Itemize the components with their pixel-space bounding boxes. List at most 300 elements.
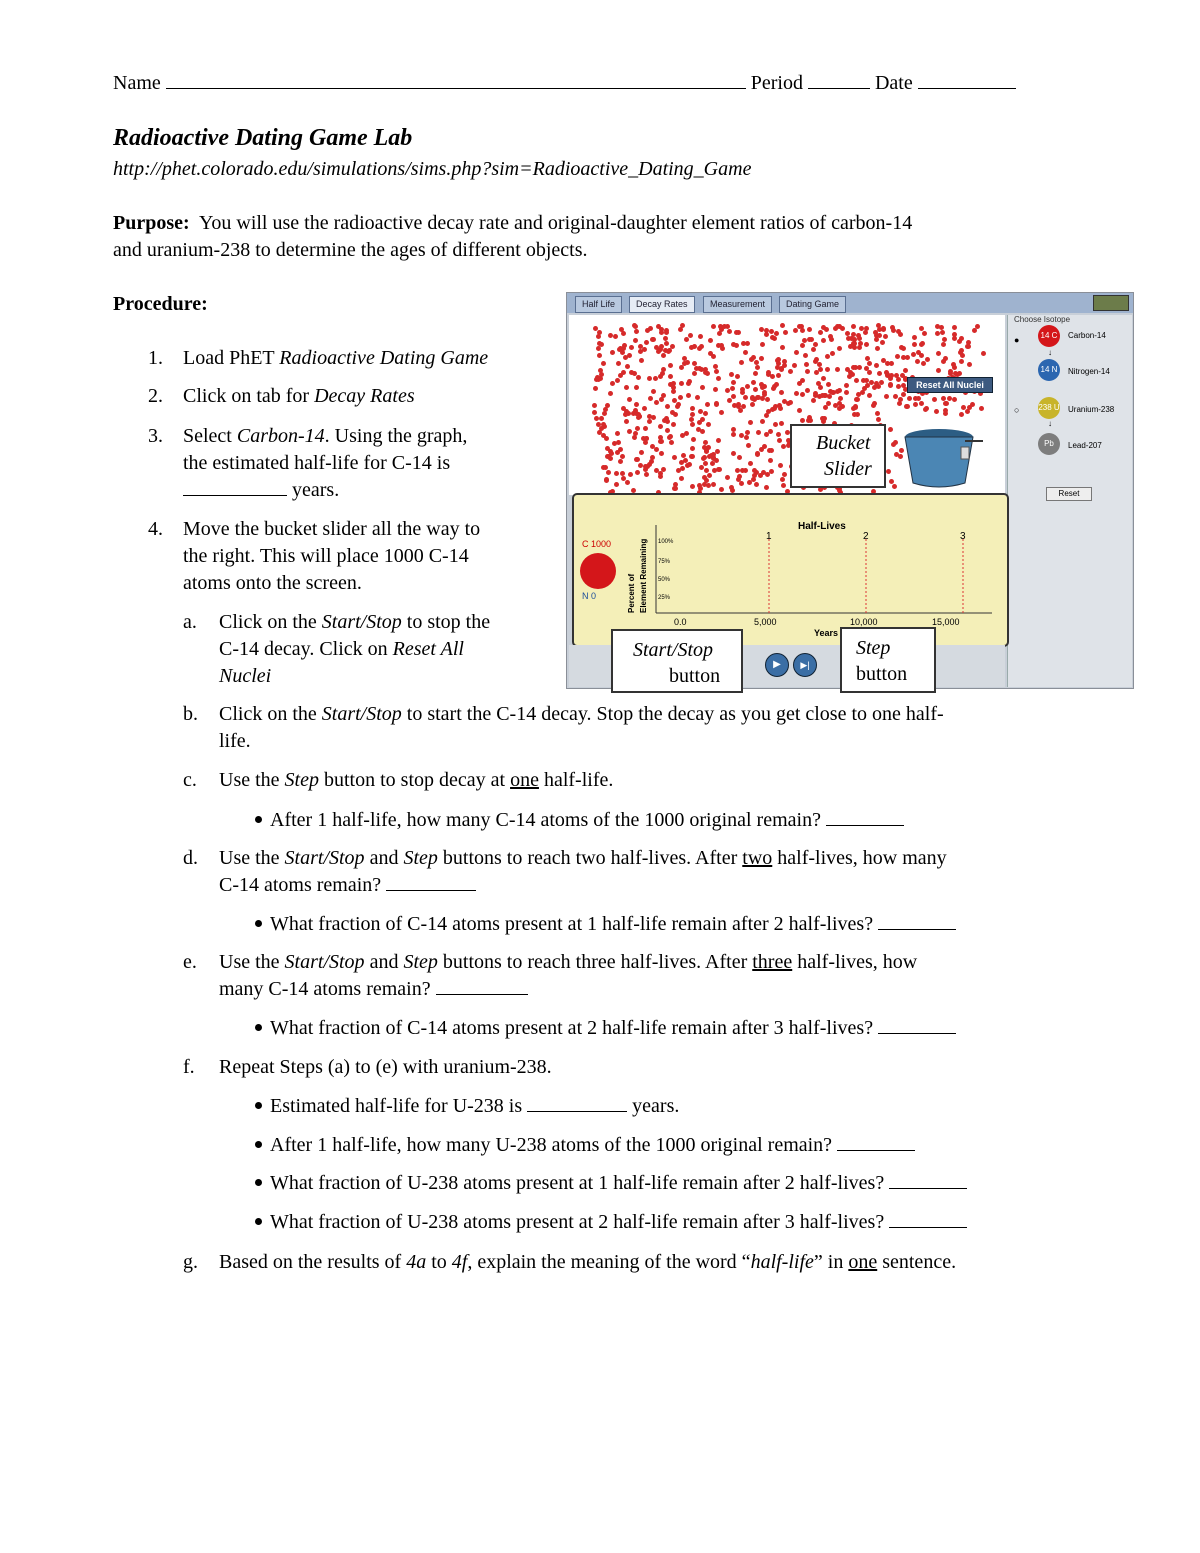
sub-e-label: e. (183, 951, 197, 973)
tab-dating-game[interactable]: Dating Game (779, 296, 846, 313)
atom-dot (874, 363, 879, 368)
atom-dot (664, 341, 669, 346)
sub-f-bullet-2: After 1 half-life, how many U-238 atoms of the 1000 original remain? (255, 1132, 915, 1159)
atom-dot (729, 372, 734, 377)
atom-dot (751, 380, 756, 385)
atom-dot (648, 396, 653, 401)
atom-dot (857, 336, 862, 341)
period-label: Period (750, 72, 803, 94)
play-icon[interactable]: ▶ (765, 653, 789, 677)
atom-dot (698, 334, 703, 339)
atom-dot (754, 482, 759, 487)
sub-a-line2: C-14 decay. Click on Reset All (219, 638, 464, 660)
d-fraction-blank[interactable] (878, 911, 956, 930)
atom-dot (867, 393, 872, 398)
atom-dot (714, 458, 719, 463)
atom-dot (893, 440, 898, 445)
atom-dot (672, 455, 677, 460)
atom-dot (762, 444, 767, 449)
atom-dot (934, 409, 939, 414)
atom-dot (858, 341, 863, 346)
sub-d-bullet: What fraction of C-14 atoms present at 1 half-life remain after 2 half-lives? (255, 911, 956, 938)
atom-dot (618, 373, 623, 378)
atom-dot (768, 458, 773, 463)
name-label: Name (113, 72, 161, 94)
purpose-text-1: You will use the radioactive decay rate and original-daughter element ratios of carbon-14 (198, 212, 913, 234)
atom-dot (743, 350, 748, 355)
nitrogen-14-badge: 14 N (1038, 359, 1060, 381)
atom-dot (975, 324, 980, 329)
atom-dot (599, 342, 604, 347)
date-blank[interactable] (918, 70, 1016, 89)
atom-dot (837, 388, 842, 393)
atom-dot (634, 385, 639, 390)
sub-c-bullet: After 1 half-life, how many C-14 atoms of the 1000 original remain? (255, 807, 904, 834)
atom-dot (979, 406, 984, 411)
atom-dot (770, 407, 775, 412)
step-4-num: 4. (148, 518, 163, 540)
atom-dot (771, 386, 776, 391)
atom-dot (844, 383, 849, 388)
step-4-line1: Move the bucket slider all the way to (183, 518, 481, 540)
atom-dot (679, 476, 684, 481)
atom-dot (919, 401, 924, 406)
atom-dot (874, 381, 879, 386)
tab-half-life[interactable]: Half Life (575, 296, 622, 313)
step-3: Select Carbon-14. Using the graph, (183, 425, 468, 447)
atom-dot (752, 473, 757, 478)
carbon-14-label: Carbon-14 (1068, 331, 1106, 340)
atom-dot (913, 396, 918, 401)
f-answer-blank-2[interactable] (837, 1132, 915, 1151)
atom-dot (943, 356, 948, 361)
atom-dot (659, 397, 664, 402)
atom-dot (776, 373, 781, 378)
atom-dot (769, 329, 774, 334)
atom-dot (703, 461, 708, 466)
atom-dot (634, 402, 639, 407)
atom-dot (668, 434, 673, 439)
atom-dot (679, 381, 684, 386)
atom-dot (959, 348, 964, 353)
atom-dot (610, 350, 615, 355)
arrow-down-icon: ↓ (1048, 419, 1052, 428)
atom-dot (872, 401, 877, 406)
atom-dot (913, 402, 918, 407)
atom-dot (623, 355, 628, 360)
atom-dot (613, 334, 618, 339)
atom-dot (921, 361, 926, 366)
atom-dot (952, 397, 957, 402)
atom-dot (905, 355, 910, 360)
atom-dot (862, 386, 867, 391)
atom-dot (638, 463, 643, 468)
atom-dot (661, 353, 666, 358)
atom-dot (753, 387, 758, 392)
f-answer-blank-4[interactable] (889, 1209, 967, 1228)
uranium-238-label: Uranium-238 (1068, 405, 1115, 414)
procedure-label: Procedure: (113, 293, 208, 315)
y-tick-label: 100% (658, 539, 674, 545)
step-4-line3: atoms onto the screen. (183, 572, 362, 594)
u238-halflife-blank[interactable] (527, 1093, 627, 1112)
sub-e-bullet: What fraction of C-14 atoms present at 2 half-life remain after 3 half-lives? (255, 1015, 956, 1042)
lead-207-label: Lead-207 (1068, 441, 1102, 450)
atom-dot (781, 483, 786, 488)
atom-dot (744, 435, 749, 440)
atom-dot (800, 328, 805, 333)
atom-dot (835, 367, 840, 372)
atom-dot (636, 375, 641, 380)
atom-dot (669, 440, 674, 445)
atom-dot (822, 416, 827, 421)
atom-dot (961, 405, 966, 410)
half-life-mark: 2 (863, 531, 869, 542)
atom-dot (826, 382, 831, 387)
atom-dot (965, 409, 970, 414)
y-tick-label: 75% (658, 559, 671, 565)
atom-dot (820, 393, 825, 398)
atom-dot (688, 333, 693, 338)
atom-dot (905, 404, 910, 409)
atom-dot (940, 330, 945, 335)
atom-dot (767, 448, 772, 453)
atom-dot (764, 485, 769, 490)
atom-dot (788, 369, 793, 374)
atom-dot (620, 454, 625, 459)
atom-dot (907, 396, 912, 401)
atom-dot (653, 376, 658, 381)
tab-decay-rates[interactable]: Decay Rates (629, 296, 695, 313)
atom-dot (864, 342, 869, 347)
atom-dot (651, 389, 656, 394)
atom-dot (851, 341, 856, 346)
e-answer-blank[interactable] (436, 976, 528, 995)
atom-dot (665, 428, 670, 433)
atom-dot (599, 372, 604, 377)
bullet-icon (255, 1024, 262, 1031)
atom-dot (793, 328, 798, 333)
atom-dot (624, 385, 629, 390)
atom-dot (912, 342, 917, 347)
atom-dot (833, 326, 838, 331)
atom-dot (725, 388, 730, 393)
atom-dot (941, 342, 946, 347)
atom-dot (615, 431, 620, 436)
bucket-icon[interactable] (901, 427, 985, 489)
atom-dot (967, 362, 972, 367)
d-answer-blank[interactable] (386, 872, 476, 891)
atom-dot (599, 416, 604, 421)
atom-dot (915, 359, 920, 364)
atom-dot (730, 386, 735, 391)
atom-dot (959, 359, 964, 364)
atom-dot (606, 470, 611, 475)
atom-dot (896, 384, 901, 389)
atom-dot (679, 460, 684, 465)
step-2: Click on tab for Decay Rates (183, 385, 415, 407)
atom-dot (650, 444, 655, 449)
atom-dot (756, 395, 761, 400)
atom-dot (635, 426, 640, 431)
atom-dot (844, 390, 849, 395)
atom-dot (853, 365, 858, 370)
atom-dot (715, 449, 720, 454)
name-blank[interactable] (166, 70, 746, 89)
atom-dot (885, 372, 890, 377)
atom-dot (627, 397, 632, 402)
sim-url: http://phet.colorado.edu/simulations/sims.php?sim=Radioactive_Dating_Game (113, 158, 752, 180)
atom-dot (643, 440, 648, 445)
x-tick-label: 0.0 (674, 617, 687, 627)
atom-dot (756, 430, 761, 435)
atom-dot (805, 369, 810, 374)
atom-dot (737, 455, 742, 460)
atom-dot (699, 344, 704, 349)
header-row (113, 70, 1016, 97)
atom-dot (658, 474, 663, 479)
atom-dot (837, 401, 842, 406)
atom-dot (716, 376, 721, 381)
step-3-line2: the estimated half-life for C-14 is (183, 452, 451, 474)
atom-dot (720, 346, 725, 351)
radio-uranium[interactable]: ○ (1014, 405, 1020, 415)
step-icon[interactable]: ▶| (793, 653, 817, 677)
step-2-num: 2. (148, 385, 163, 407)
atom-dot (644, 340, 649, 345)
start-stop-callout (611, 629, 743, 693)
atom-dot (631, 488, 636, 493)
atom-dot (633, 431, 638, 436)
atom-dot (877, 371, 882, 376)
atom-dot (699, 465, 704, 470)
sub-a-label: a. (183, 611, 197, 633)
atom-dot (700, 385, 705, 390)
purpose-label: Purpose: (113, 212, 190, 234)
atom-dot (673, 482, 678, 487)
arrow-down-icon: ↓ (1048, 348, 1052, 357)
atom-dot (780, 345, 785, 350)
callout-text: button (669, 665, 721, 687)
atom-dot (748, 461, 753, 466)
atom-dot (783, 330, 788, 335)
atom-dot (690, 406, 695, 411)
atom-dot (608, 333, 613, 338)
y-tick-label: 50% (658, 577, 671, 583)
atom-dot (622, 343, 627, 348)
reset-button[interactable]: Reset (1046, 487, 1092, 501)
atom-dot (755, 365, 760, 370)
atom-dot (884, 394, 889, 399)
phet-logo-icon (1093, 295, 1129, 311)
e-fraction-blank[interactable] (878, 1015, 956, 1034)
atom-dot (881, 358, 886, 363)
atom-dot (678, 395, 683, 400)
atom-dot (625, 364, 630, 369)
atom-dot (886, 469, 891, 474)
atom-dot (664, 416, 669, 421)
atom-dot (703, 411, 708, 416)
atom-dot (752, 397, 757, 402)
atom-dot (610, 381, 615, 386)
atom-dot (781, 444, 786, 449)
atom-dot (668, 374, 673, 379)
callout-text: Start/Stop (633, 639, 714, 661)
atom-dot (895, 354, 900, 359)
step-button-callout (840, 627, 936, 693)
atom-dot (764, 413, 769, 418)
atom-dot (821, 376, 826, 381)
radio-carbon[interactable]: ● (1014, 335, 1020, 345)
atom-dot (739, 433, 744, 438)
atom-dot (644, 472, 649, 477)
atom-dot (848, 370, 853, 375)
atom-dot (782, 359, 787, 364)
legend-nitrogen: N 0 (582, 591, 597, 601)
atom-dot (959, 336, 964, 341)
atom-dot (754, 360, 759, 365)
atom-dot (774, 382, 779, 387)
atom-dot (883, 334, 888, 339)
atom-dot (687, 462, 692, 467)
atom-dot (604, 436, 609, 441)
sub-a-line1: Click on the Start/Stop to stop the (219, 611, 491, 633)
atom-dot (593, 326, 598, 331)
atom-dot (708, 338, 713, 343)
atom-dot (681, 453, 686, 458)
atom-dot (620, 471, 625, 476)
bullet-icon (255, 816, 262, 823)
atom-dot (627, 429, 632, 434)
f-answer-blank-3[interactable] (889, 1170, 967, 1189)
atom-dot (797, 408, 802, 413)
sub-f-line1: Repeat Steps (a) to (e) with uranium-238. (219, 1056, 552, 1078)
c-answer-blank[interactable] (826, 807, 904, 826)
atom-dot (716, 438, 721, 443)
sub-c-line1: Use the Step button to stop decay at one half-life. (219, 769, 614, 791)
atom-dot (840, 326, 845, 331)
atom-dot (614, 482, 619, 487)
atom-dot (692, 361, 697, 366)
atom-dot (846, 336, 851, 341)
atom-dot (748, 420, 753, 425)
atom-dot (773, 422, 778, 427)
atom-dot (659, 327, 664, 332)
atom-dot (719, 410, 724, 415)
purpose-line1 (113, 210, 912, 237)
atom-dot (780, 323, 785, 328)
atom-dot (700, 417, 705, 422)
bucket-slider-callout (790, 424, 886, 488)
atom-dot (889, 361, 894, 366)
atom-dot (875, 411, 880, 416)
atom-dot (731, 451, 736, 456)
atom-dot (936, 368, 941, 373)
atom-dot (654, 400, 659, 405)
atom-dot (765, 397, 770, 402)
atom-dot (777, 438, 782, 443)
sub-a-line3: Nuclei (219, 665, 272, 687)
atom-dot (876, 417, 881, 422)
atom-dot (604, 478, 609, 483)
atom-dot (778, 463, 783, 468)
atom-dot (811, 398, 816, 403)
reset-all-nuclei-button[interactable]: Reset All Nuclei (907, 377, 993, 393)
atom-dot (888, 427, 893, 432)
tab-measurement[interactable]: Measurement (703, 296, 772, 313)
atom-dot (642, 347, 647, 352)
atom-dot (729, 485, 734, 490)
atom-dot (692, 371, 697, 376)
atom-dot (608, 391, 613, 396)
atom-dot (764, 432, 769, 437)
atom-dot (624, 419, 629, 424)
atom-dot (739, 481, 744, 486)
atom-dot (651, 415, 656, 420)
bullet-icon (255, 1102, 262, 1109)
atom-dot (615, 450, 620, 455)
atom-dot (867, 370, 872, 375)
atom-dot (690, 446, 695, 451)
atom-dot (735, 468, 740, 473)
callout-text: Step (856, 637, 891, 659)
graph-title: Half-Lives (798, 521, 846, 532)
callout-text: Bucket (816, 432, 871, 454)
atom-dot (807, 327, 812, 332)
atom-dot (800, 343, 805, 348)
atom-dot (629, 345, 634, 350)
atom-dot (935, 331, 940, 336)
atom-dot (869, 380, 874, 385)
atom-dot (673, 486, 678, 491)
atom-dot (760, 342, 765, 347)
x-tick-label: 10,000 (850, 617, 878, 627)
atom-dot (925, 357, 930, 362)
atom-dot (889, 479, 894, 484)
atom-dot (684, 337, 689, 342)
step-3-num: 3. (148, 425, 163, 447)
sub-g-line1: Based on the results of 4a to 4f, explain the meaning of the word “half-life” in one sentence. (219, 1251, 957, 1273)
atom-dot (620, 350, 625, 355)
atom-dot (711, 482, 716, 487)
atom-dot (779, 390, 784, 395)
atom-dot (778, 406, 783, 411)
sub-c-label: c. (183, 769, 197, 791)
atom-dot (782, 472, 787, 477)
atom-dot (643, 426, 648, 431)
atom-dot (680, 323, 685, 328)
atom-dot (615, 378, 620, 383)
atom-dot (686, 393, 691, 398)
atom-dot (743, 468, 748, 473)
atom-dot (888, 383, 893, 388)
half-life-blank[interactable] (183, 477, 287, 496)
atom-dot (719, 487, 724, 492)
sub-f-bullet-4: What fraction of U-238 atoms present at 2 half-life remain after 3 half-lives? (255, 1209, 967, 1236)
atom-dot (673, 412, 678, 417)
atom-dot (727, 329, 732, 334)
atom-dot (690, 422, 695, 427)
atom-dot (818, 385, 823, 390)
atom-dot (746, 443, 751, 448)
atom-dot (851, 324, 856, 329)
atom-dot (922, 331, 927, 336)
atom-dot (874, 337, 879, 342)
atom-dot (911, 352, 916, 357)
atom-dot (727, 398, 732, 403)
isotope-panel (1007, 315, 1132, 687)
period-blank[interactable] (808, 70, 870, 89)
